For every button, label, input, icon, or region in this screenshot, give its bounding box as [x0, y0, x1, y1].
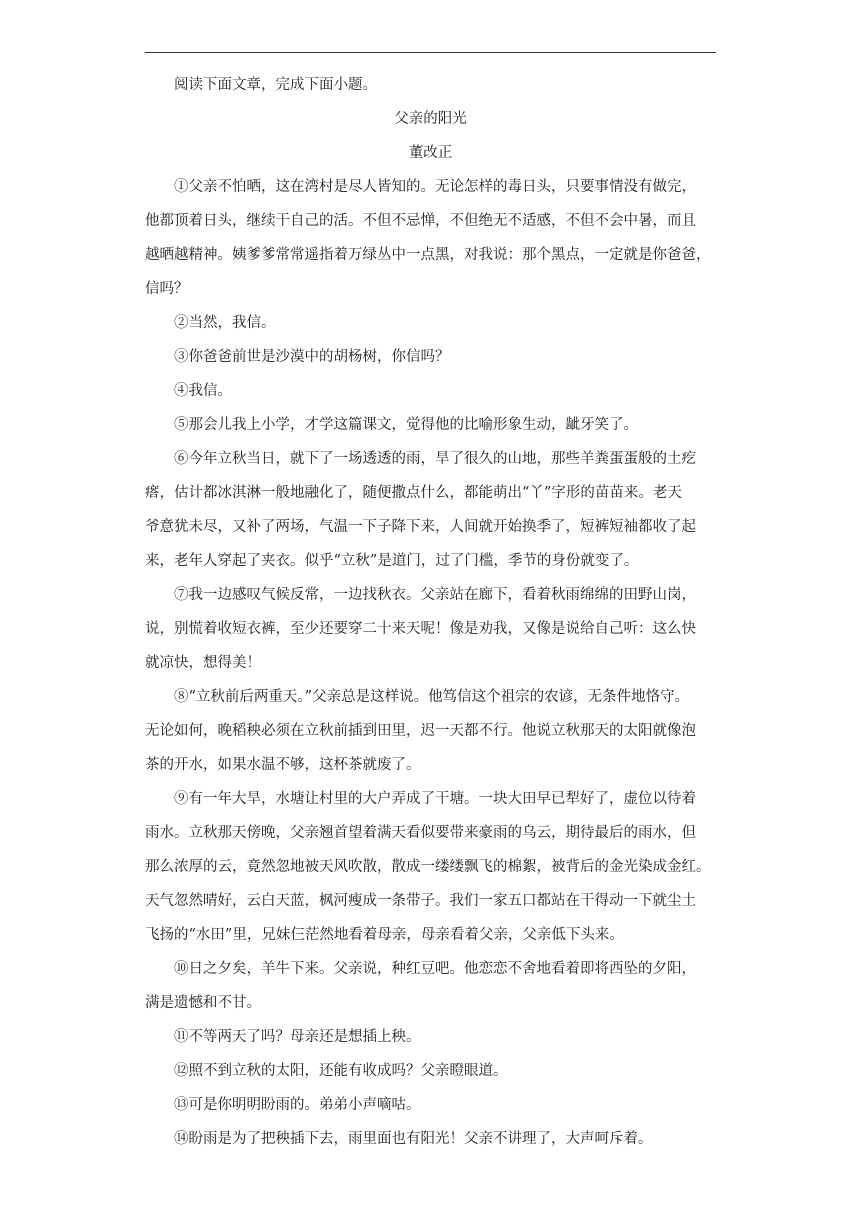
article-title: 父亲的阳光	[394, 111, 467, 127]
paragraph-12	[145, 1054, 716, 1088]
paragraph-line: 爷意犹未尽，又补了两场，气温一下子降下来，人间就开始换季了，短裤短袖都收了起	[145, 519, 696, 535]
paragraph-3	[145, 340, 716, 374]
paragraph-line: ⑭盼雨是为了把秧插下去，雨里面也有阳光！父亲不讲理了，大声呵斥着。	[174, 1131, 653, 1147]
paragraph-line: 雨水。立秋那天傍晚，父亲翘首望着满天看似要带来豪雨的乌云，期待最后的雨水，但	[145, 825, 696, 841]
paragraph-11	[145, 1020, 716, 1054]
paragraph-line: 他都顶着日头，继续干自己的活。不但不忌惮，不但绝无不适感，不但不会中暑，而且	[145, 213, 696, 229]
paragraph-line: 信吗？	[145, 281, 189, 297]
paragraph-line: 说，别慌着收短衣裤，至少还要穿二十来天呢！像是劝我，又像是说给自己听：这么快	[145, 621, 696, 637]
instruction-text: 阅读下面文章，完成下面小题。	[174, 77, 377, 93]
paragraph-2	[145, 306, 716, 340]
article-author: 董改正	[408, 145, 453, 161]
document-page	[145, 68, 716, 1156]
paragraph-10	[145, 952, 716, 1020]
paragraph-line: 满是遗憾和不甘。	[145, 995, 261, 1011]
paragraph-5	[145, 408, 716, 442]
paragraph-line: ③你爸爸前世是沙漠中的胡杨树，你信吗？	[174, 349, 450, 365]
paragraph-9	[145, 782, 716, 952]
paragraph-line: 就凉快，想得美！	[145, 655, 261, 671]
paragraph-6	[145, 442, 716, 578]
paragraph-line: ②当然，我信。	[174, 315, 276, 331]
paragraph-line: ⑦我一边感叹气候反常，一边找秋衣。父亲站在廊下，看着秋雨绵绵的田野山岗，	[174, 587, 696, 603]
paragraph-line: ⑤那会儿我上小学，才学这篇课文，觉得他的比喻形象生动，龇牙笑了。	[174, 417, 638, 433]
paragraph-line: ⑫照不到立秋的太阳，还能有收成吗？父亲瞪眼道。	[174, 1063, 508, 1079]
paragraph-line: ⑪不等两天了吗？母亲还是想插上秧。	[174, 1029, 421, 1045]
paragraph-line: 茶的开水，如果水温不够，这杯茶就废了。	[145, 757, 421, 773]
paragraph-1	[145, 170, 716, 306]
paragraph-line: 瘩，估计都冰淇淋一般地融化了，随便撒点什么，都能萌出“丫”字形的苗苗来。老天	[145, 485, 682, 501]
paragraph-line: ⑬可是你明明盼雨的。弟弟小声嘀咕。	[174, 1097, 421, 1113]
paragraph-line: 天气忽然晴好，云白天蓝，枫河瘦成一条带子。我们一家五口都站在干得动一下就尘土	[145, 893, 696, 909]
paragraph-8	[145, 680, 716, 782]
paragraph-14	[145, 1122, 716, 1156]
paragraph-line: 来，老年人穿起了夹衣。似乎“立秋”是道门，过了门槛，季节的身份就变了。	[145, 553, 639, 569]
paragraph-line: ①父亲不怕晒，这在湾村是尽人皆知的。无论怎样的毒日头，只要事情没有做完，	[174, 179, 696, 195]
paragraph-line: 越晒越精神。姨爹爹常常遥指着万绿丛中一点黑，对我说：那个黑点，一定就是你爸爸，	[145, 247, 711, 263]
paragraph-7	[145, 578, 716, 680]
paragraph-line: ⑨有一年大旱，水塘让村里的大户弄成了干塘。一块大田早已犁好了，虚位以待着	[174, 791, 696, 807]
paragraph-13	[145, 1088, 716, 1122]
paragraph-line: ⑥今年立秋当日，就下了一场透透的雨，旱了很久的山地，那些羊粪蛋蛋般的土疙	[174, 451, 696, 467]
paragraph-line: 无论如何，晚稻秧必须在立秋前插到田里，迟一天都不行。他说立秋那天的太阳就像泡	[145, 723, 696, 739]
paragraph-line: 飞扬的“水田”里，兄妹仨茫然地看着母亲，母亲看着父亲，父亲低下头来。	[145, 927, 624, 943]
paragraph-line: ⑧“立秋前后两重天。”父亲总是这样说。他笃信这个祖宗的农谚，无条件地恪守。	[174, 689, 690, 705]
header-rule	[145, 52, 716, 53]
paragraph-line: ④我信。	[174, 383, 232, 399]
paragraph-4	[145, 374, 716, 408]
paragraph-line: 那么浓厚的云，竟然忽地被天风吹散，散成一缕缕飘飞的棉絮，被背后的金光染成金红。	[145, 859, 711, 875]
paragraph-line: ⑩日之夕矣，羊牛下来。父亲说，种红豆吧。他恋恋不舍地看着即将西坠的夕阳，	[174, 961, 696, 977]
